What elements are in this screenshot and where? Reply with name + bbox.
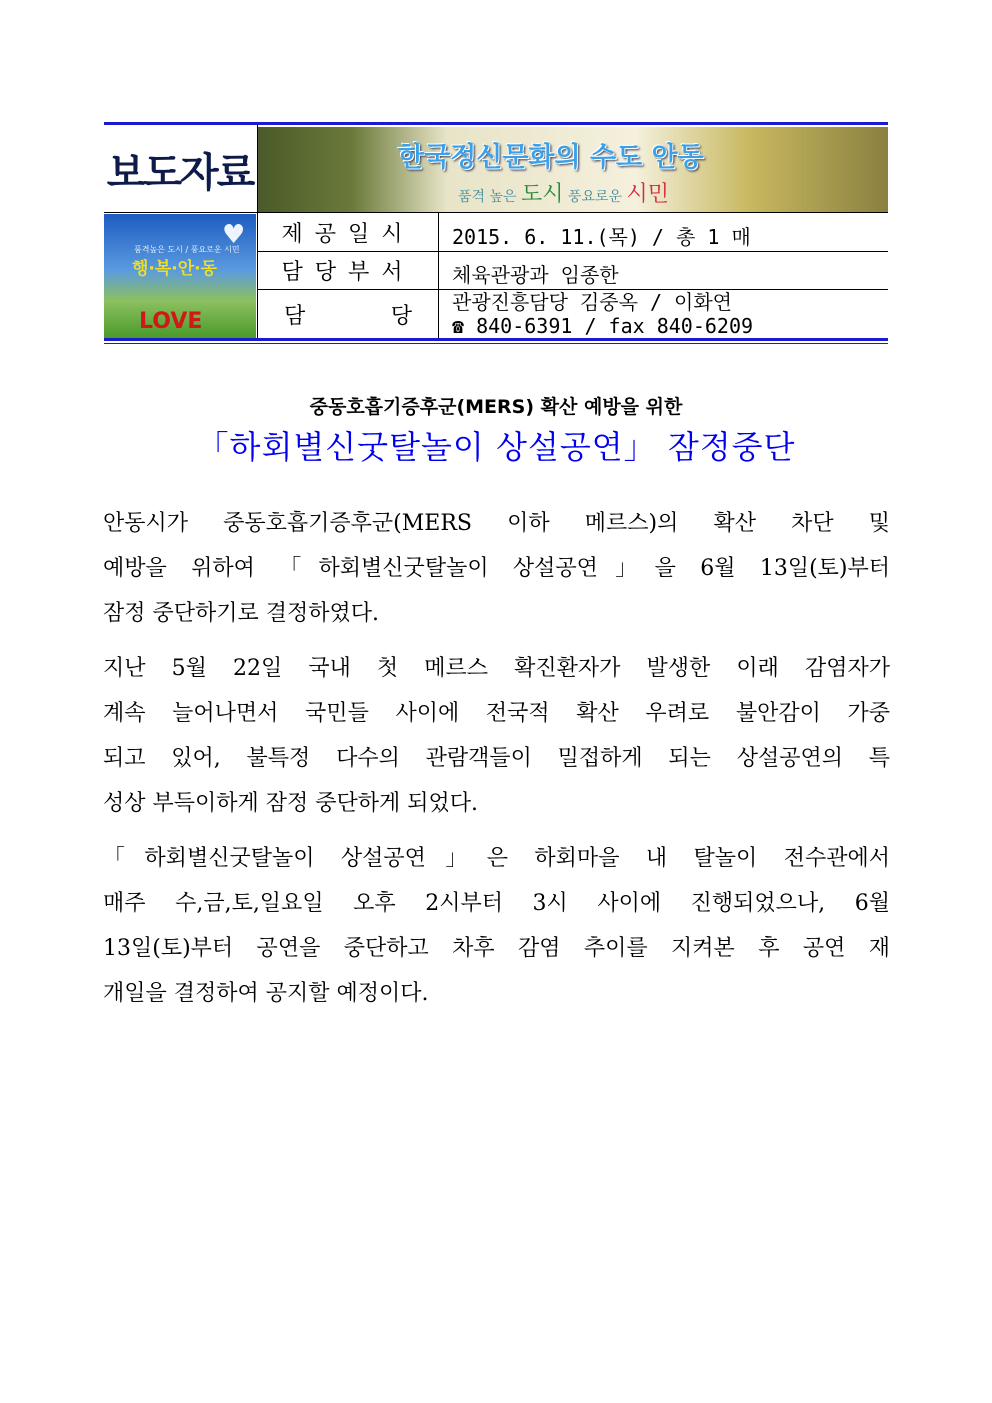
body-line: 「하회별신굿탈놀이 상설공연」은 하회마을 내 탈놀이 전수관에서 <box>103 846 890 871</box>
divider <box>104 212 888 213</box>
body-line: 잠정 중단하기로 결정하였다. <box>103 601 380 626</box>
label-department: 담당부서 <box>281 260 415 285</box>
body-line: 계속 늘어나면서 국민들 사이에 전국적 확산 우려로 불안감이 가중 <box>103 701 890 726</box>
value-date: 2015. 6. 11.(목) / 총 1 매 <box>452 225 751 249</box>
body-line: 13일(토)부터 공연을 중단하고 차후 감염 추이를 지켜본 후 공연 재 <box>103 936 890 961</box>
body-line: 예방을 위하여 「하회별신굿탈놀이 상설공연」을 6월 13일(토)부터 <box>103 556 890 581</box>
body-line: 매주 수,금,토,일요일 오후 2시부터 3시 사이에 진행되었으나, 6월 <box>103 891 890 916</box>
happy-andong-image <box>104 214 256 338</box>
photo-caption: 품격높은 도시 / 풍요로운 시민 <box>134 245 240 254</box>
photo-title: 행·복·안·동 <box>132 259 218 279</box>
body-line: 성상 부득이하게 잠정 중단하게 되었다. <box>103 791 478 816</box>
heart-icon: ♥ <box>222 220 246 250</box>
subtitle: 중동호흡기증후군(MERS) 확산 예방을 위한 <box>309 396 683 418</box>
doc-type-title: 보도자료 <box>106 150 254 196</box>
value-contact: 관광진흥담당 김중옥 / 이화연 ☎ 840-6391 / fax 840-6209 <box>452 290 754 338</box>
body-line: 지난 5월 22일 국내 첫 메르스 확진환자가 발생한 이래 감염자가 <box>103 656 890 681</box>
body-line: 안동시가 중동호흡기증후군(MERS 이하 메르스)의 확산 차단 및 <box>103 511 890 536</box>
headline: 「하회별신굿탈놀이 상설공연」 잠정중단 <box>196 428 796 466</box>
banner-slogan: 품격 높은 도시 풍요로운 시민 <box>458 182 670 207</box>
bottom-rule-thin <box>104 343 888 344</box>
label-date: 제공일시 <box>281 222 415 247</box>
header-table <box>104 122 888 344</box>
divider <box>438 213 439 338</box>
bottom-rule <box>104 338 888 341</box>
banner-image <box>258 127 888 212</box>
body-line: 개일을 결정하여 공지할 예정이다. <box>103 981 429 1006</box>
top-rule <box>104 122 888 125</box>
photo-love: LOVE <box>139 309 203 334</box>
value-department: 체육관광과 임종한 <box>452 263 619 287</box>
body-line: 되고 있어, 불특정 다수의 관람객들이 밀접하게 되는 상설공연의 특 <box>103 746 890 771</box>
banner-title: 한국정신문화의 수도 안동 <box>398 142 704 173</box>
label-contact: 담 당 <box>284 303 412 329</box>
